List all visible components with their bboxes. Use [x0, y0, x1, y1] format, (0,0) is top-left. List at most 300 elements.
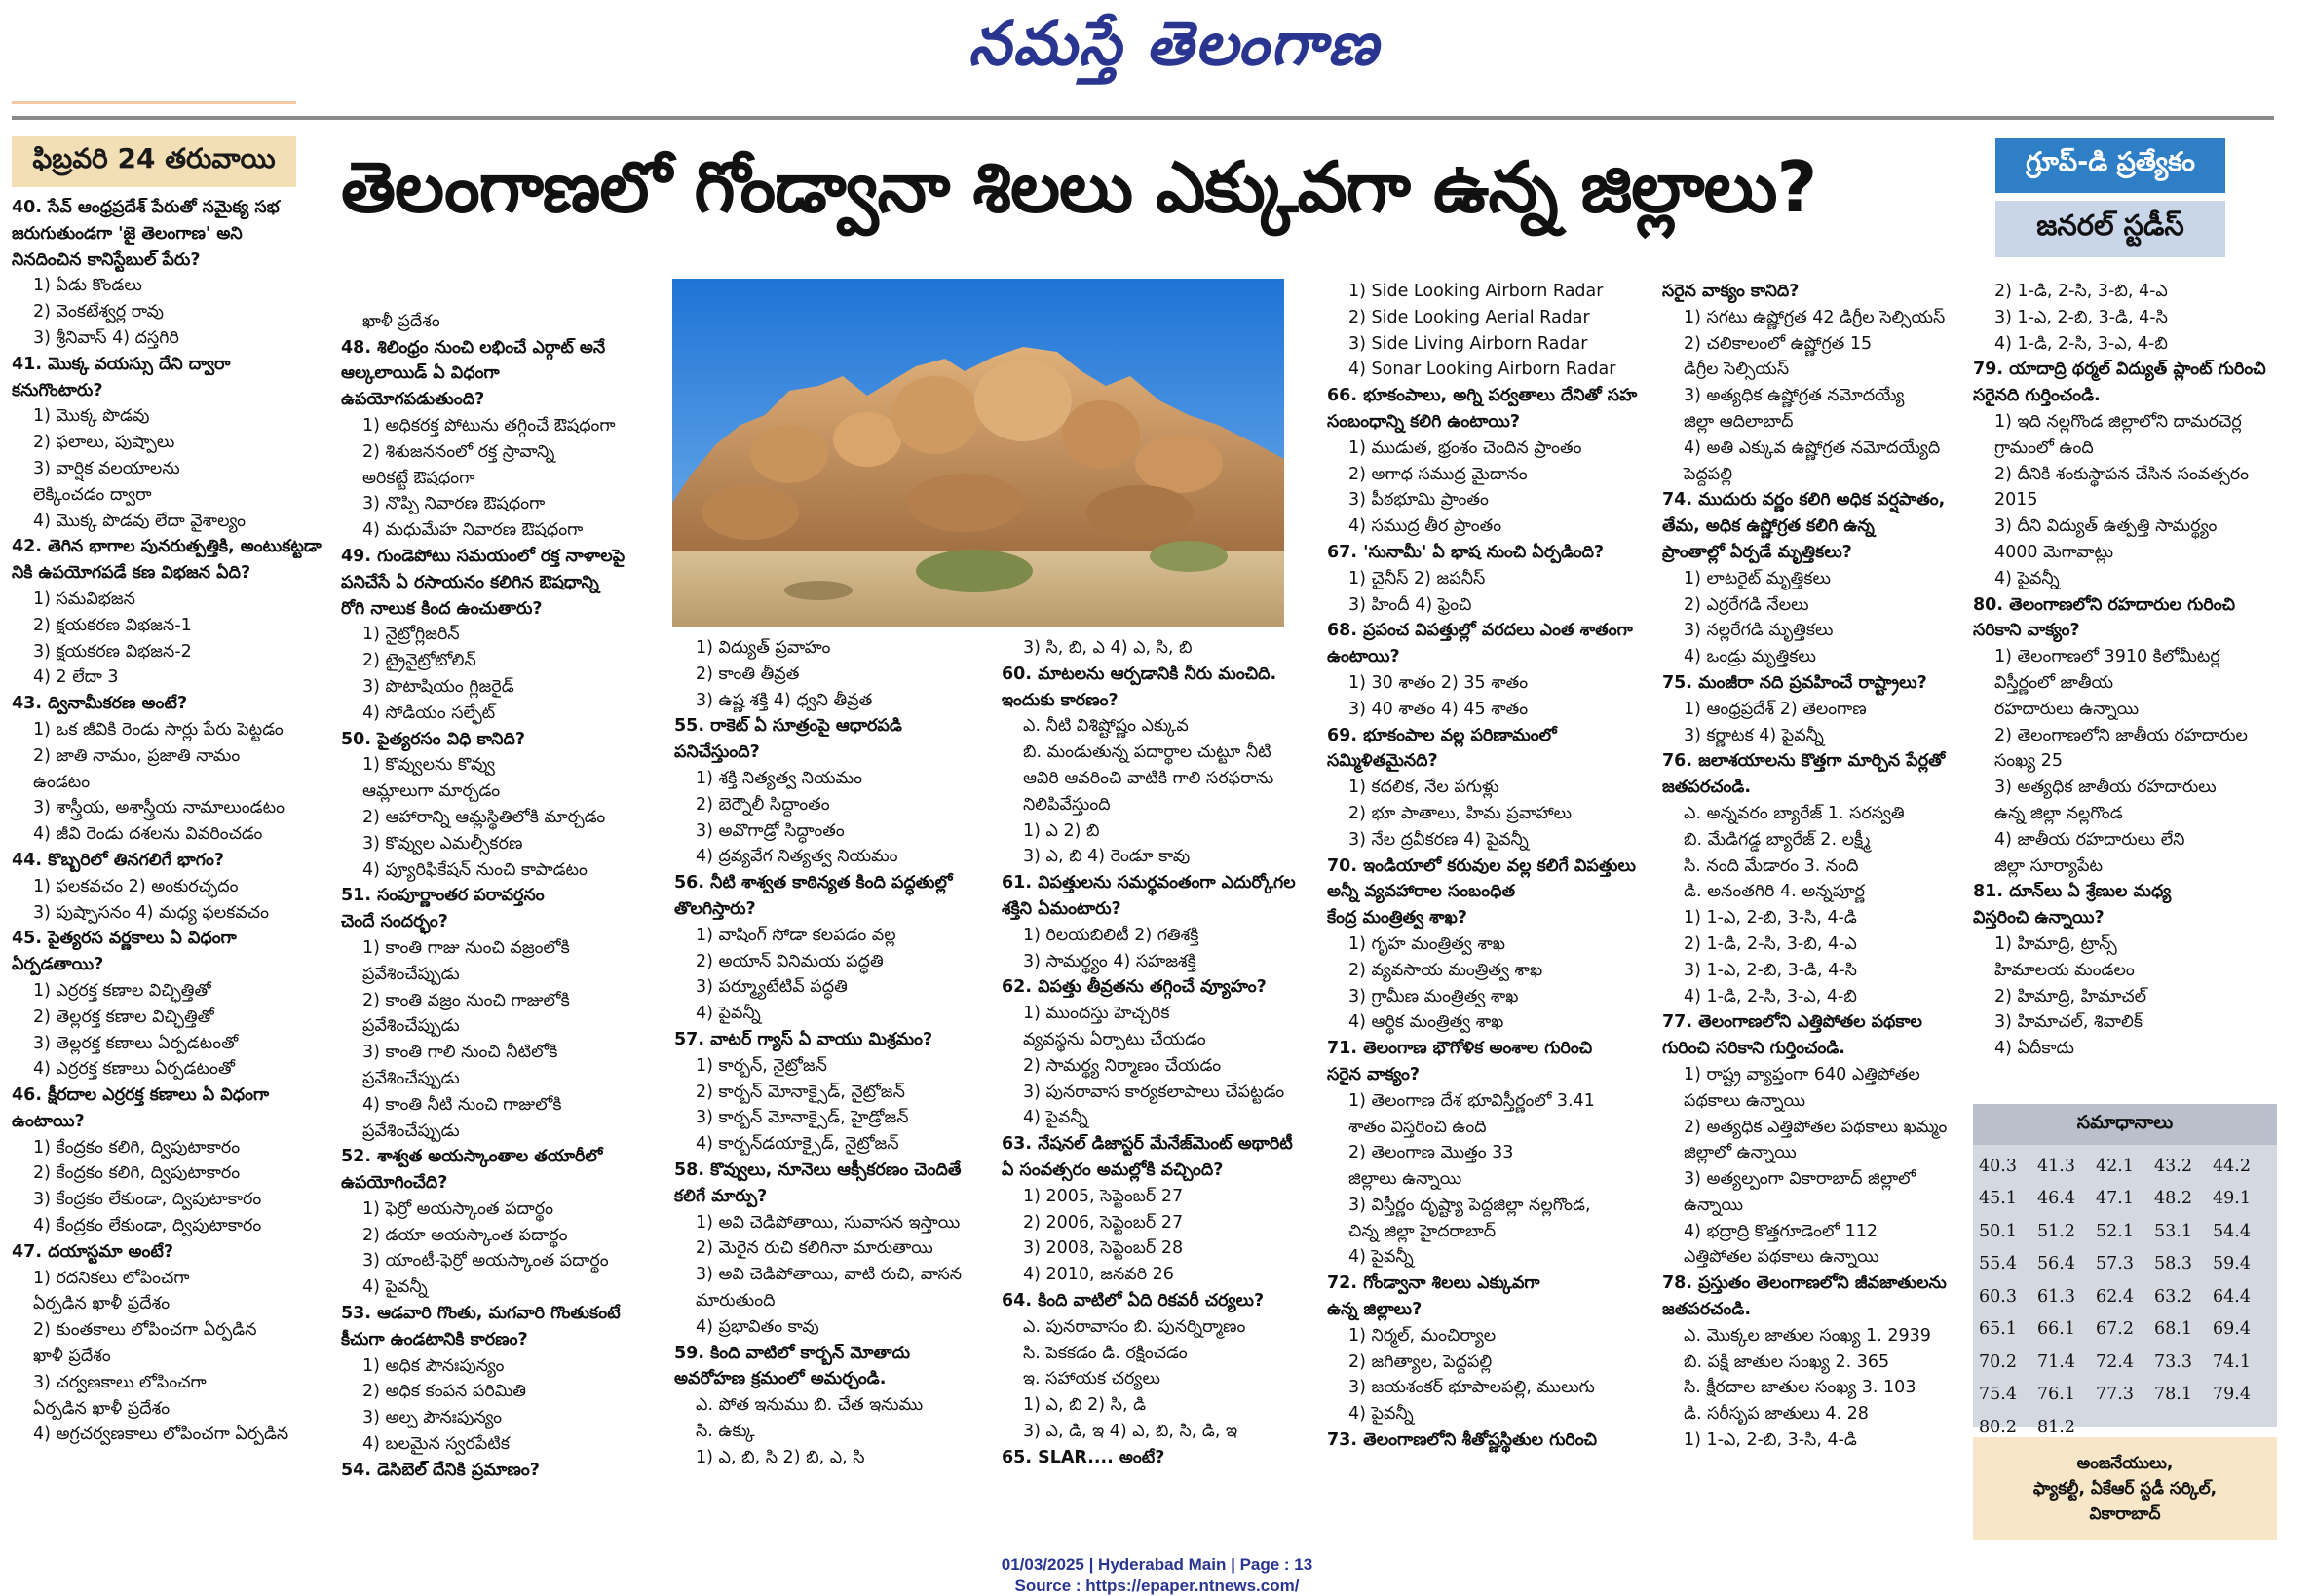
answer-item: 75.4	[1979, 1385, 2017, 1405]
question-text: 62. విపత్తు తీవ్రతను తగ్గించే వ్యూహం?	[1002, 977, 1267, 998]
question-text: 71. తెలంగాణ భౌగోళిక అంశాల గురించి	[1327, 1039, 1593, 1059]
option-text: 1) చైనీస్ 2) జపనీస్	[1348, 568, 1486, 589]
option-text: 2) భూ పాతాలు, హిమ ప్రవాహాలు	[1348, 803, 1573, 823]
option-text: 3) నొప్పి నివారణ ఔషధంగా	[362, 494, 546, 514]
option-text: 3) 1-ఎ, 2-బి, 3-డి, 4-సి	[1684, 960, 1857, 980]
answer-item: 48.2	[2154, 1189, 2192, 1209]
option-text: 1) అధిక పౌనఃపున్యం	[362, 1355, 505, 1376]
option-text: 2) అయాన్ వినిమయ పద్ధతి	[696, 951, 884, 971]
option-text: 1) అవి చెడిపోతాయి, సువాసన ఇస్తాయి	[696, 1212, 961, 1233]
option-text: 3) కేంద్రకం లేకుండా, ద్విపుటాకారం	[33, 1190, 262, 1210]
option-text: 1) రాష్ట్ర వ్యాప్తంగా 640 ఎత్తిపోతల	[1684, 1064, 1920, 1084]
option-text: 3) ఎ, డి, ఇ 4) ఎ, బి, సి, డి, ఇ	[1023, 1421, 1238, 1441]
option-text: జిల్లాలు ఉన్నాయి	[1348, 1169, 1462, 1190]
question-column-1	[12, 195, 325, 1505]
question-text: శక్తిని ఏమంటారు?	[1002, 898, 1121, 919]
question-text: తేమ, అధిక ఉష్ణోగ్రత కలిగి ఉన్న	[1662, 516, 1875, 537]
answer-item: 59.4	[2213, 1254, 2251, 1274]
author-role: ఫ్యాకల్టీ, ఏకేఆర్ స్టడీ సర్కిల్,	[2032, 1479, 2218, 1499]
question-text: 75. మంజీరా నది ప్రవహించే రాష్ట్రాలు?	[1662, 672, 1927, 693]
option-text: 3) 2008, సెప్టెంబర్ 28	[1023, 1238, 1184, 1259]
author-place: వికారాబాద్	[2089, 1504, 2161, 1524]
option-text: ఎ. అన్నవరం బ్యారేజ్ 1. సరస్వతి	[1684, 803, 1905, 823]
option-text: 3) శ్రీనివాస్ 4) దస్తగిరి	[33, 327, 179, 348]
option-text: 4) మధుమేహ నివారణ ఔషధంగా	[362, 520, 584, 541]
option-text: 1) ఎర్రరక్త కణాల విచ్ఛిత్తితో	[33, 980, 211, 1001]
question-text: 73. తెలంగాణలోని శీతోష్ణస్థితుల గురించి	[1327, 1430, 1598, 1451]
footer-edition-info: 01/03/2025 | Hyderabad Main | Page : 13	[1001, 1555, 1313, 1574]
option-text: జిల్లా ఆదిలాబాద్	[1684, 411, 1794, 432]
answer-item: 46.4	[2037, 1189, 2075, 1209]
option-text: 2) ఎర్రరేగడి నేలలు	[1684, 594, 1809, 615]
continuation-tag: ఫిబ్రవరి 24 తరువాయి	[12, 136, 296, 187]
option-text: 4) సముద్ర తీర ప్రాంతం	[1348, 516, 1502, 537]
answer-item: 67.2	[2096, 1319, 2134, 1340]
option-text: 3) హిందీ 4) ఫ్రెంచి	[1348, 594, 1472, 615]
option-text: 2) తెల్లరక్త కణాల విచ్ఛిత్తితో	[33, 1007, 214, 1027]
option-text: 3) జయశంకర్ భూపాలపల్లి, ములుగు	[1348, 1378, 1595, 1398]
option-text: 4) ఏదీకాదు	[1994, 1039, 2074, 1059]
answer-item: 66.1	[2037, 1319, 2075, 1340]
answer-item: 68.1	[2154, 1319, 2192, 1340]
option-text: 3) అల్ప పౌనఃపున్యం	[362, 1408, 503, 1428]
option-text: 4) ఒండ్రు మృత్తికలు	[1684, 647, 1816, 667]
footer-source-link[interactable]: Source : https://epaper.ntnews.com/	[1014, 1577, 1300, 1595]
answers-title: సమాధానాలు	[1973, 1104, 2277, 1145]
option-text: 3) దీని విద్యుత్ ఉత్పత్తి సామర్థ్యం	[1994, 516, 2218, 537]
option-text: హిమాలయ మండలం	[1994, 960, 2135, 980]
question-text: 79. యాదాద్రి థర్మల్ విద్యుత్ ప్లాంట్ గురించి	[1973, 360, 2266, 380]
question-text: 48. శిలింధ్రం నుంచి లభించే ఎర్గాట్ అనే	[341, 337, 606, 358]
answer-item: 44.2	[2213, 1156, 2251, 1176]
option-text: 3) అత్యధిక ఉష్ణోగ్రత నమోదయ్యే	[1684, 386, 1905, 406]
option-text: 3) అవి చెడిపోతాయి, వాటి రుచి, వాసన	[696, 1265, 963, 1285]
option-text: 3) కార్బన్ మోనాక్సైడ్, హైడ్రోజన్	[696, 1108, 909, 1128]
option-text: 1) ఎ 2) బి	[1023, 820, 1100, 841]
option-text: 3) కర్ణాటక 4) పైవన్నీ	[1684, 725, 1824, 745]
question-text: సరైన వాక్యం కానిది?	[1662, 282, 1800, 301]
option-text: 2) తెలంగాణలోని జాతీయ రహదారుల	[1994, 725, 2248, 745]
rock-formation-photo	[672, 279, 1284, 627]
question-text: ఇందుకు కారణం?	[1002, 690, 1119, 710]
option-text: 4) పైవన్నీ	[1348, 1404, 1414, 1425]
question-text: 41. మొక్క వయస్సు దేని ద్వారా	[12, 354, 231, 374]
question-text: 43. ద్వినామీకరణ అంటే?	[12, 694, 188, 714]
question-text: పనిచేస్తుంది?	[674, 742, 760, 763]
option-text: వ్యవస్థను ఏర్పాటు చేయడం	[1023, 1029, 1206, 1049]
option-text: 4) ప్రభావితం కావు	[696, 1316, 819, 1337]
option-text: 4) 1-డి, 2-సి, 3-ఎ, 4-బి	[1684, 986, 1857, 1007]
question-text: కేంద్ర మంత్రిత్వ శాఖ?	[1327, 908, 1467, 929]
option-text: 2015	[1994, 490, 2038, 511]
option-text: జిల్లా సూర్యాపేట	[1994, 855, 2104, 876]
option-text: సి. పెకకడం డి. రక్షించడం	[1023, 1343, 1188, 1363]
question-text: ఉంటాయి?	[12, 1111, 85, 1131]
option-text: ప్రవేశించేప్పుడు	[362, 1068, 460, 1088]
newspaper-logo: నమస్తే తెలంగాణ	[967, 8, 1381, 79]
answer-item: 65.1	[1979, 1319, 2017, 1340]
option-text: 3) కాంతి గాలి నుంచి నీటిలోకి	[362, 1043, 558, 1063]
option-text: 1) ఎ, బి 2) సి, డి	[1023, 1395, 1147, 1416]
option-text: 4) పైవన్నీ	[1348, 1247, 1414, 1268]
option-text: 2) హిమాద్రి, హిమాచల్	[1994, 986, 2147, 1007]
question-text: అన్నీ వ్యవహారాల సంబంధిత	[1327, 882, 1516, 902]
option-text: 1) ఏడు కొండలు	[33, 276, 142, 296]
option-text: 2) 1-డి, 2-సి, 3-బి, 4-ఎ	[1994, 282, 2168, 301]
question-text: 78. ప్రస్తుతం తెలంగాణలోని జీవజాతులను	[1662, 1273, 1947, 1294]
option-text: చిన్న జిల్లా హైదరాబాద్	[1348, 1221, 1497, 1241]
question-text: 44. కొబ్బరిలో తినగలిగే భాగం?	[12, 850, 224, 870]
question-text: 74. ముదురు వర్ణం కలిగి అధిక వర్షపాతం,	[1662, 490, 1946, 511]
question-text: 58. కొవ్వులు, నూనెలు ఆక్సీకరణం చెందితే	[674, 1159, 962, 1180]
option-text: 2) దీనికి శంకుస్థాపన చేసిన సంవత్సరం	[1994, 464, 2249, 484]
option-text: 1) సగటు ఉష్ణోగ్రత 42 డిగ్రీల సెల్సియస్	[1684, 307, 1946, 327]
option-text: 1) ఒక జీవికి రెండు సార్లు పేరు పెట్టడం	[33, 719, 284, 740]
question-text: 55. రాకెట్ ఏ సూత్రంపై ఆధారపడి	[674, 716, 902, 737]
option-text: 4) పైవన్నీ	[1023, 1108, 1088, 1128]
option-text: ఖాళీ ప్రదేశం	[33, 1347, 111, 1367]
option-text: 2) జాతి నామం, ప్రజాతి నామం	[33, 745, 241, 766]
question-text: నికి ఉపయోగపడే కణ విభజన ఏది?	[12, 563, 251, 584]
option-text: 1) మొక్క పొడవు	[33, 406, 150, 427]
option-text: 4000 మెగావాట్లు	[1994, 542, 2114, 562]
question-text: ఏర్పడతాయి?	[12, 955, 104, 975]
answers-grid	[1979, 1150, 2271, 1444]
question-text: 63. నేషనల్ డిజాస్టర్ మేనేజ్‌మెంట్ అథారిటీ	[1002, 1134, 1293, 1155]
answer-item: 55.4	[1979, 1254, 2017, 1274]
question-text: విస్తరించి ఉన్నాయి?	[1973, 908, 2105, 929]
option-text: ఉన్నాయి	[1684, 1195, 1744, 1215]
answer-item: 63.2	[2154, 1286, 2192, 1307]
answer-item: 42.1	[2096, 1156, 2134, 1176]
option-text: 3) చర్వణకాలు లోపించగా	[33, 1372, 207, 1392]
answer-item: 58.3	[2154, 1254, 2192, 1274]
option-text: 3) Side Living Airborn Radar	[1348, 333, 1588, 354]
option-text: 4) సోడియం సల్ఫేట్	[362, 703, 496, 723]
answer-item: 71.4	[2037, 1351, 2075, 1372]
question-text: అవరోహణ క్రమంలో అమర్చండి.	[674, 1369, 887, 1389]
option-text: 2) అత్యధిక ఎత్తిపోతల పథకాలు ఖమ్మం	[1684, 1117, 1948, 1137]
option-text: 1) 1-ఎ, 2-బి, 3-సి, 4-డి	[1684, 908, 1857, 929]
option-text: 1) ముడుత, భ్రంశం చెందిన ప్రాంతం	[1348, 437, 1582, 458]
answer-item: 52.1	[2096, 1221, 2134, 1241]
question-text: ఉన్న జిల్లాలు?	[1327, 1300, 1423, 1320]
option-text: 3) కొవ్వుల ఎమల్సీకరణ	[362, 833, 523, 854]
question-text: 40. సేవ్ ఆంధ్రప్రదేశ్ పేరుతో సమైక్య సభ	[12, 198, 280, 217]
option-text: 4) 2 లేదా 3	[33, 667, 119, 688]
option-text: 2) ఆహారాన్ని ఆమ్లస్థితిలోకి మార్చడం	[362, 807, 606, 827]
author-name: అంజనేయులు,	[2076, 1454, 2174, 1473]
option-text: 3) నల్లరేగడి మృత్తికలు	[1684, 621, 1834, 641]
option-text: అరికట్టే ఔషధంగా	[362, 468, 475, 488]
option-text: రహదారులు ఉన్నాయి	[1994, 699, 2140, 719]
answer-item: 70.2	[1979, 1351, 2017, 1372]
option-text: ఎ. పోత ఇనుము బి. చేత ఇనుము	[696, 1395, 924, 1416]
option-text: 1) ఆంధ్రప్రదేశ్ 2) తెలంగాణ	[1684, 699, 1867, 719]
option-text: 1) ఫలకవచం 2) అంకురచ్ఛదం	[33, 876, 239, 896]
answer-item: 78.1	[2154, 1385, 2192, 1405]
option-text: 2) ట్రైనైట్రోటోలిన్	[362, 651, 476, 671]
option-text: 3) పునరావాస కార్యకలాపాలు చేపట్టడం	[1023, 1082, 1285, 1102]
option-text: 2) వ్యవసాయ మంత్రిత్వ శాఖ	[1348, 960, 1543, 980]
answer-item: 73.3	[2154, 1351, 2192, 1372]
question-text: జరుగుతుండగా 'జై తెలంగాణ' అని	[12, 223, 243, 244]
option-text: 4) కాంతి నీటి నుంచి గాజులోకి	[362, 1094, 562, 1115]
option-text: శాతం విస్తరించి ఉంది	[1348, 1117, 1487, 1137]
option-text: 4) అతి ఎక్కువ ఉష్ణోగ్రత నమోదయ్యేది	[1684, 437, 1941, 458]
option-text: 1) కార్బన్, నైట్రోజన్	[696, 1055, 827, 1076]
question-text: 52. శాశ్వత అయస్కాంతాల తయారీలో	[341, 1147, 603, 1167]
answer-item: 54.4	[2213, 1221, 2251, 1241]
question-text: 68. ప్రపంచ విపత్తుల్లో వరదలు ఎంత శాతంగా	[1327, 621, 1633, 641]
question-text: కనుగొంటారు?	[12, 380, 103, 400]
answer-item: 49.1	[2213, 1189, 2251, 1209]
option-text: 4) పైవన్నీ	[1994, 568, 2060, 589]
option-text: సి. క్షీరదాల జాతుల సంఖ్య 3. 103	[1684, 1378, 1916, 1398]
question-text: 57. వాటర్ గ్యాస్ ఏ వాయు మిశ్రమం?	[674, 1029, 933, 1049]
answer-item: 40.3	[1979, 1156, 2017, 1176]
option-text: 1) ఫెర్రో అయస్కాంత పదార్థం	[362, 1198, 553, 1219]
option-text: 4) అగ్రచర్వణకాలు లోపించగా ఏర్పడిన	[33, 1425, 289, 1445]
question-text: ఉపయోగపడుతుంది?	[341, 390, 485, 410]
option-text: బి. మేడిగడ్డ బ్యారేజ్ 2. లక్ష్మీ	[1684, 829, 1871, 850]
option-text: 4) మొక్క పొడవు లేదా వైశాల్యం	[33, 511, 246, 531]
question-text: 69. భూకంపాల వల్ల పరిణామంలో	[1327, 725, 1557, 745]
option-text: సి. నంది మేడారం 3. నంది	[1684, 855, 1859, 876]
option-text: 3) శాస్త్రీయ, అశాస్త్రీయ నామాలుండటం	[33, 798, 285, 818]
question-text: సంబంధాన్ని కలిగి ఉంటాయి?	[1327, 411, 1521, 432]
option-text: 2) కుంతకాలు లోపించగా ఏర్పడిన	[33, 1320, 257, 1341]
option-text: 3) గ్రామీణ మంత్రిత్వ శాఖ	[1348, 986, 1519, 1007]
option-text: 2) Side Looking Aerial Radar	[1348, 307, 1590, 327]
answer-item: 80.2	[1979, 1417, 2017, 1437]
answer-item: 61.3	[2037, 1286, 2075, 1307]
answer-item: 79.4	[2213, 1385, 2251, 1405]
answer-item: 45.1	[1979, 1189, 2017, 1209]
option-text: 3) అత్యధిక జాతీయ రహదారులు	[1994, 778, 2217, 798]
option-text: 3) 1-ఎ, 2-బి, 3-డి, 4-సి	[1994, 307, 2168, 327]
option-text: 3) హిమాచల్, శివాలిక్	[1994, 1012, 2143, 1033]
option-text: 4) పైవన్నీ	[362, 1277, 428, 1298]
question-text: కీచుగా ఉండటానికి కారణం?	[341, 1329, 528, 1349]
option-text: 3) పొటాషియం గ్లిజరైడ్	[362, 676, 514, 697]
question-text: 61. విపత్తులను సమర్థవంతంగా ఎదుర్కోగల	[1002, 873, 1296, 893]
option-text: 4) Sonar Looking Airborn Radar	[1348, 360, 1616, 380]
option-text: ఉండటం	[33, 772, 91, 792]
question-column-2	[341, 283, 661, 1505]
option-text: 3) తెల్లరక్త కణాలు ఏర్పడటంతో	[33, 1033, 239, 1053]
option-text: 1) హిమాద్రి, ట్రాన్స్	[1994, 933, 2117, 954]
option-text: 3) పీఠభూమి ప్రాంతం	[1348, 490, 1489, 511]
question-text: 65. SLAR.... అంటే?	[1002, 1447, 1165, 1467]
option-text: 1) కాంతి గాజు నుంచి వజ్రంలోకి	[362, 937, 570, 958]
answer-item: 43.2	[2154, 1156, 2192, 1176]
option-text: 4) 2010, జనవరి 26	[1023, 1265, 1174, 1285]
section-badge: గ్రూప్-డి ప్రత్యేకం	[1995, 138, 2225, 193]
option-text: 3) క్షయకరణ విభజన-2	[33, 641, 192, 662]
option-text: ఎ. మొక్కల జాతుల సంఖ్య 1. 2939	[1684, 1325, 1931, 1346]
option-text: బి. మండుతున్న పదార్థాల చుట్టూ నీటి	[1023, 742, 1271, 763]
option-text: 4) కార్బన్‌డయాక్సైడ్, నైట్రోజన్	[696, 1134, 899, 1155]
option-text: బి. పక్షి జాతుల సంఖ్య 2. 365	[1684, 1351, 1890, 1372]
question-text: ఉంటాయి?	[1327, 647, 1400, 667]
option-text: 3) యాంటీ-ఫెర్రో అయస్కాంత పదార్థం	[362, 1251, 609, 1272]
option-text: 4) భద్రాద్రి కొత్తగూడెంలో 112	[1684, 1221, 1878, 1241]
option-text: 2) అధిక కంపన పరిమితి	[362, 1382, 526, 1402]
question-text: 51. సంపూర్ణాంతర పరావర్తనం	[341, 886, 545, 906]
option-text: 3) 40 శాతం 4) 45 శాతం	[1348, 699, 1529, 719]
option-text: 2) అగాధ సముద్ర మైదానం	[1348, 464, 1528, 484]
option-text: 1) ఇది నల్లగొండ జిల్లాలోని దామరచెర్ల	[1994, 411, 2242, 432]
option-text: పథకాలు ఉన్నాయి	[1684, 1090, 1806, 1111]
option-text: ఏర్పడిన ఖాళీ ప్రదేశం	[33, 1398, 171, 1419]
question-text: 64. కింది వాటిలో ఏది రికవరీ చర్యలు?	[1002, 1290, 1265, 1311]
subject-badge: జనరల్ స్టడీస్	[1995, 201, 2225, 257]
option-text: నిలిపివేస్తుంది	[1023, 794, 1111, 815]
option-text: 1) నిర్మల్, మంచిర్యాల	[1348, 1325, 1497, 1346]
option-text: 3) పర్మ్యూటేటివ్ పద్ధతి	[696, 977, 848, 998]
question-text: 67. 'సునామీ' ఏ భాష నుంచి ఏర్పడింది?	[1327, 542, 1605, 562]
option-text: 1) 2005, సెప్టెంబర్ 27	[1023, 1186, 1184, 1206]
option-text: 2) జగిత్యాల, పెద్దపల్లి	[1348, 1351, 1493, 1372]
option-text: 2) కాంతి తీవ్రత	[696, 664, 800, 684]
question-text: 80. తెలంగాణలోని రహదారుల గురించి	[1973, 594, 2236, 615]
answer-item: 57.3	[2096, 1254, 2134, 1274]
option-text: 4) ద్రవ్యవేగ నిత్యత్వ నియమం	[696, 847, 898, 867]
question-text: 72. గోండ్వానా శిలలు ఎక్కువగా	[1327, 1273, 1540, 1294]
option-text: ఖాళీ ప్రదేశం	[362, 311, 440, 331]
option-text: 2) ఫలాలు, పుష్పాలు	[33, 433, 175, 453]
question-column-7	[1973, 279, 2277, 1087]
question-text: సరైనది గుర్తించండి.	[1973, 386, 2101, 406]
option-text: 3) సామర్థ్యం 4) సహజశక్తి	[1023, 951, 1196, 971]
option-text: 1) తెలంగాణ దేశ భూవిస్తీర్ణంలో 3.41	[1348, 1090, 1595, 1111]
question-text: ఆల్కలాయిడ్ ఏ విధంగా	[341, 363, 500, 384]
option-text: 1) సమవిభజన	[33, 589, 135, 609]
option-text: ప్రవేశించేప్పుడు	[362, 964, 460, 984]
question-text: 54. డెసిబెల్ దేనికి ప్రమాణం?	[341, 1460, 540, 1480]
option-text: ఆమ్లాలుగా మార్చడం	[362, 781, 501, 802]
option-text: 1) అధికరక్త పోటును తగ్గించే ఔషధంగా	[362, 415, 616, 436]
option-text: డి. సరీసృప జాతులు 4. 28	[1684, 1404, 1869, 1425]
author-credit	[1973, 1437, 2277, 1540]
option-text: 1) తెలంగాణలో 3910 కిలోమీటర్ల	[1994, 647, 2220, 667]
option-text: 4) ఎర్రరక్త కణాలు ఏర్పడటంతో	[33, 1059, 235, 1080]
answer-item: 62.4	[2096, 1286, 2134, 1307]
question-column-3	[674, 635, 986, 1505]
masthead	[0, 0, 2314, 107]
option-text: ప్రవేశించేప్పుడు	[362, 1121, 460, 1141]
option-text: 1) ఎ, బి, సి 2) బి, ఎ, సి	[696, 1447, 865, 1467]
option-text: 4) 1-డి, 2-సి, 3-ఎ, 4-బి	[1994, 333, 2168, 354]
option-text: డి. అనంతగిరి 4. అన్నపూర్ణ	[1684, 882, 1866, 902]
question-text: ఏ సంవత్సరం అమల్లోకి వచ్చింది?	[1002, 1159, 1224, 1180]
question-text: సరికాని వాక్యం?	[1973, 621, 2080, 641]
option-text: ఇ. సహాయక చర్యలు	[1023, 1369, 1160, 1389]
question-text: ప్రాంతాల్లో ఏర్పడే మృత్తికలు?	[1662, 542, 1852, 562]
option-text: 4) కేంద్రకం లేకుండా, ద్విపుటాకారం	[33, 1216, 262, 1236]
question-text: 47. దయాస్టమా అంటే?	[12, 1241, 174, 1262]
option-text: 2) 1-డి, 2-సి, 3-బి, 4-ఎ	[1684, 933, 1857, 954]
question-text: నినదించిన కానిస్టేబుల్ పేరు?	[12, 249, 201, 270]
option-text: 1) నైట్రోగ్లిజరిన్	[362, 625, 460, 645]
option-text: 2) క్షయకరణ విభజన-1	[33, 615, 192, 635]
option-text: 2) కేంద్రకం కలిగి, ద్విపుటాకారం	[33, 1163, 241, 1184]
option-text: 4) బలమైన స్వరపేటిక	[362, 1434, 510, 1455]
question-text: 59. కింది వాటిలో కార్బన్ మోతాదు	[674, 1343, 911, 1363]
option-text: 3) ఎ, బి 4) రెండూ కావు	[1023, 847, 1191, 867]
option-text: 3) విస్తీర్ణం దృష్ట్యా పెద్దజిల్లా నల్లగొండ,	[1348, 1195, 1591, 1215]
question-text: కలిగే మార్పు?	[674, 1186, 768, 1206]
option-text: 3) ఉష్ణ శక్తి 4) ధ్వని తీవ్రత	[696, 690, 873, 710]
option-text: 1) రదనికలు లోపించగా	[33, 1268, 190, 1288]
rock-photo-illustration	[672, 279, 1284, 627]
question-text: 60. మాటలను ఆర్పడానికి నీరు మంచిది.	[1002, 664, 1277, 684]
option-text: 1) శక్తి నిత్యత్వ నియమం	[696, 768, 862, 788]
question-text: చెందే సందర్భం?	[341, 912, 448, 932]
question-text: రోగి నాలుక కింద ఉంచుతారు?	[341, 598, 543, 619]
option-text: 3) అవొగాడ్రో సిద్ధాంతం	[696, 820, 845, 841]
option-text: 3) నేల ద్రవీకరణ 4) పైవన్నీ	[1348, 829, 1529, 850]
question-text: ఉపయోగించేది?	[341, 1173, 448, 1194]
answer-item: 74.1	[2213, 1351, 2251, 1372]
option-text: 1) విద్యుత్ ప్రవాహం	[696, 638, 831, 658]
option-text: జిల్లాలో ఉన్నాయి	[1684, 1143, 1797, 1163]
accent-rule	[12, 101, 296, 104]
option-text: 3) పుష్పాసనం 4) మధ్య ఫలకవచం	[33, 902, 269, 923]
question-text: తొలగిస్తారు?	[674, 898, 756, 919]
question-text: 46. క్షీరదాల ఎర్రరక్త కణాలు ఏ విధంగా	[12, 1085, 270, 1106]
option-text: 1) గృహ మంత్రిత్వ శాఖ	[1348, 933, 1506, 954]
question-text: 77. తెలంగాణలోని ఎత్తిపోతల పథకాల	[1662, 1012, 1922, 1033]
option-text: 1) కదలిక, నేల పగుళ్లు	[1348, 778, 1499, 798]
option-text: ఏర్పడిన ఖాళీ ప్రదేశం	[33, 1294, 171, 1314]
option-text: 4) పైవన్నీ	[696, 1004, 761, 1024]
option-text: ప్రవేశించేప్పుడు	[362, 1016, 460, 1037]
option-text: 3) వార్షిక వలయాలను	[33, 458, 180, 478]
option-text: 2) మెరైన రుచి కలిగినా మారుతాయి	[696, 1238, 933, 1259]
option-text: 1) 30 శాతం 2) 35 శాతం	[1348, 672, 1529, 693]
option-text: 4) జాతీయ రహదారులు లేని	[1994, 829, 2185, 850]
option-text: 2) తెలంగాణ మొత్తం 33	[1348, 1143, 1514, 1163]
answer-item: 56.4	[2037, 1254, 2075, 1274]
question-text: 49. గుండెపోటు సమయంలో రక్త నాళాలపై	[341, 546, 626, 566]
option-text: ఆవిరి ఆవరించి వాటికి గాలి సరఫరాను	[1023, 768, 1274, 788]
question-text: 70. ఇండియాలో కరువుల వల్ల కలిగే విపత్తులు	[1327, 855, 1636, 876]
option-text: 1) 1-ఎ, 2-బి, 3-సి, 4-డి	[1684, 1430, 1857, 1451]
option-text: 1) వాషింగ్ సోడా కలపడం వల్ల	[696, 925, 896, 945]
option-text: 4) ప్యూరిఫికేషన్ నుంచి కాపాడటం	[362, 859, 588, 880]
question-text: 45. పైత్యరస వర్ణకాలు ఏ విధంగా	[12, 929, 237, 949]
option-text: 1) రిలయబిలిటీ 2) గతిశక్తి	[1023, 925, 1199, 945]
question-text: 50. పైత్యరసం విధి కానిది?	[341, 729, 526, 749]
option-text: 2) కాంతి వజ్రం నుంచి గాజులోకి	[362, 990, 570, 1010]
option-text: 2) వెంకటేశ్వర్ల రావు	[33, 302, 164, 323]
option-text: ఎ. పునరావాసం బి. పునర్నిర్మాణం	[1023, 1316, 1246, 1337]
option-text: 3) సి, బి, ఎ 4) ఎ, సి, బి	[1023, 638, 1193, 658]
option-text: 2) బెర్నౌలీ సిద్ధాంతం	[696, 794, 830, 815]
option-text: లెక్కించడం ద్వారా	[33, 484, 152, 505]
answer-item: 72.4	[2096, 1351, 2134, 1372]
question-text: జతపరచండి.	[1662, 1300, 1751, 1320]
option-text: 3) అత్యల్పంగా వికారాబాద్ జిల్లాలో	[1684, 1169, 1916, 1190]
option-text: 4) జీవి రెండు దశలను వివరించడం	[33, 824, 263, 845]
question-text: సరైన వాక్యం?	[1327, 1064, 1420, 1084]
option-text: 2) డయా అయస్కాంత పదార్థం	[362, 1225, 568, 1245]
answer-item: 51.2	[2037, 1221, 2075, 1241]
answer-item: 60.3	[1979, 1286, 2017, 1307]
question-text: 76. జలాశయాలను కొత్తగా మార్చిన పేర్లతో	[1662, 751, 1946, 772]
